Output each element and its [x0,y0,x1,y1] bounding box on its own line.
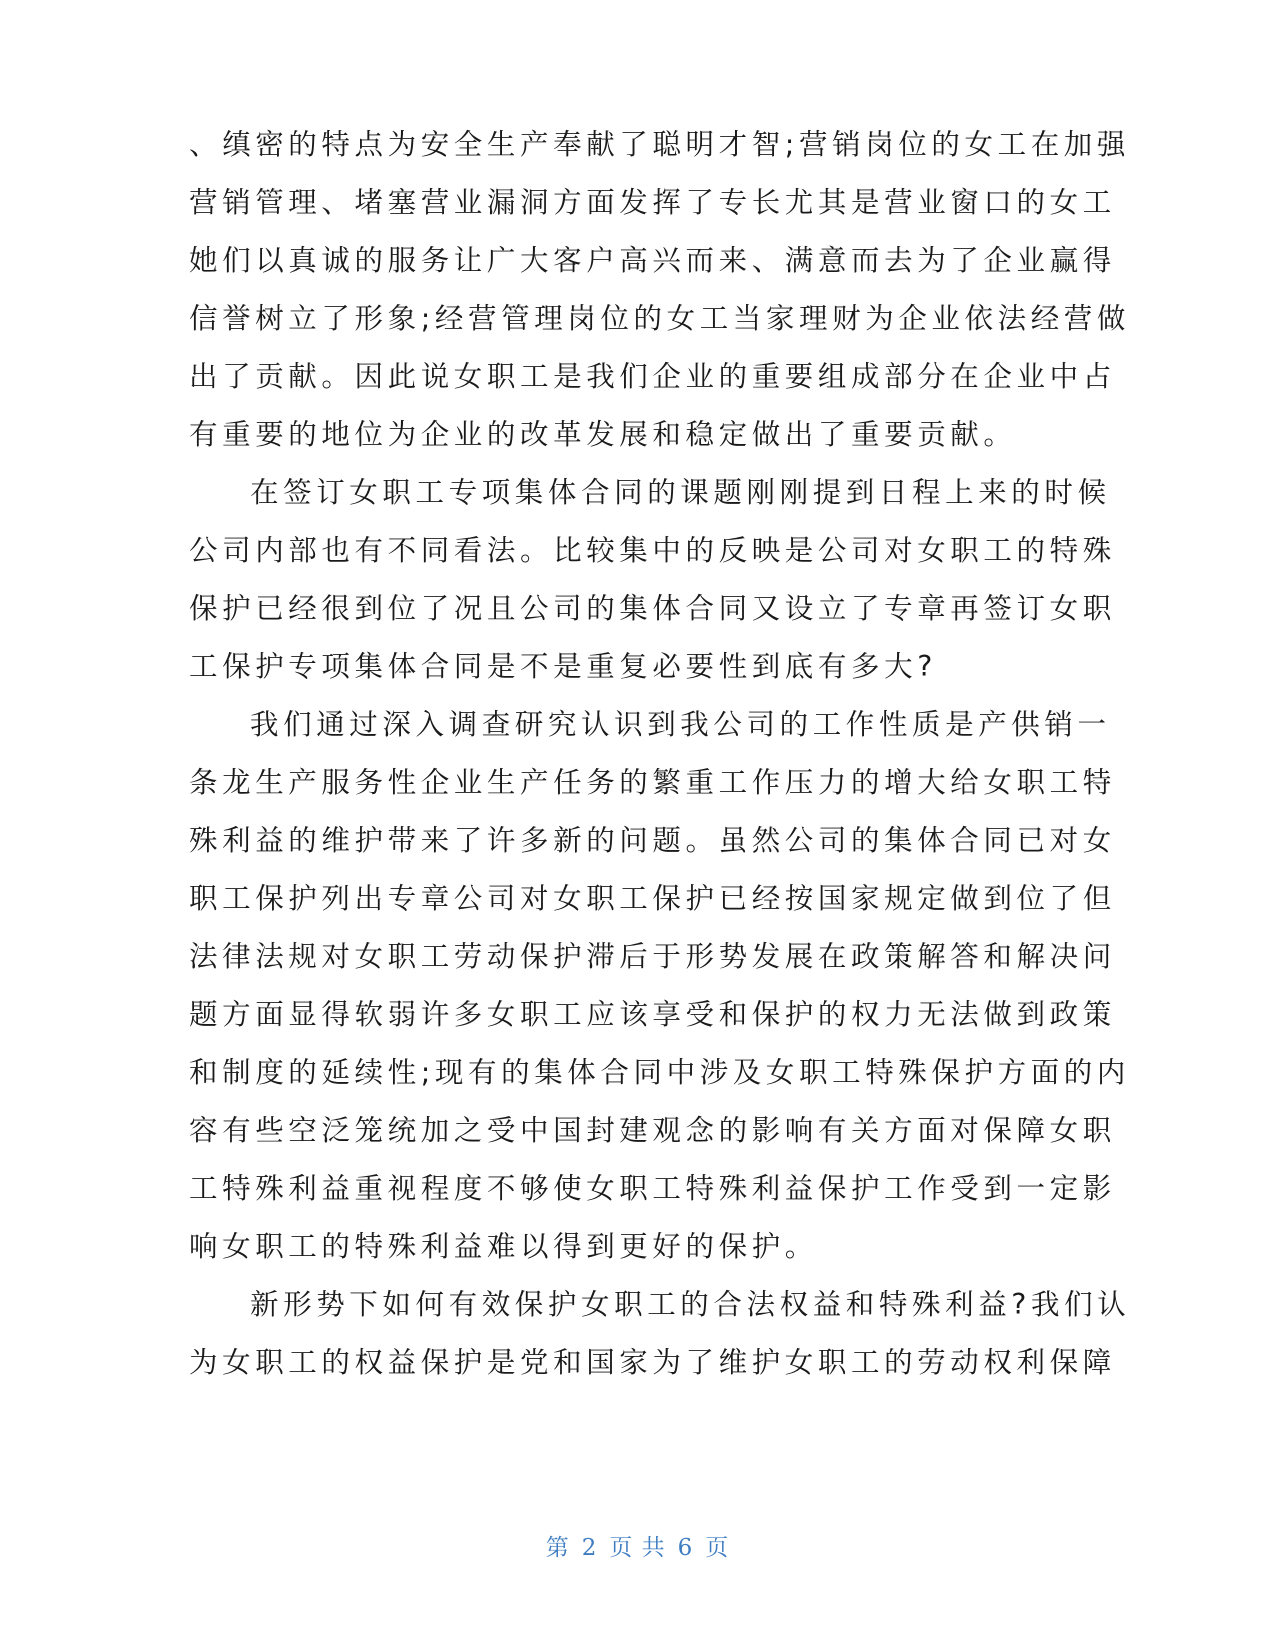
text-line: 职工保护列出专章公司对女职工保护已经按国家规定做到位了但 [189,882,1116,915]
footer-suffix: 页 [705,1535,730,1561]
text-line: 条龙生产服务性企业生产任务的繁重工作压力的增大给女职工特 [189,766,1116,799]
text-line: 法律法规对女职工劳动保护滞后于形势发展在政策解答和解决问 [189,940,1116,973]
text-line: 她们以真诚的服务让广大客户高兴而来、满意而去为了企业赢得 [189,244,1116,277]
page-number-footer [0,1533,1275,1563]
text-line: 殊利益的维护带来了许多新的问题。虽然公司的集体合同已对女 [189,824,1116,857]
text-line: 保护已经很到位了况且公司的集体合同又设立了专章再签订女职 [189,592,1116,625]
text-line: 有重要的地位为企业的改革发展和稳定做出了重要贡献。 [189,418,1017,451]
text-line: 、缜密的特点为安全生产奉献了聪明才智;营销岗位的女工在加强 [189,128,1131,161]
text-line: 公司内部也有不同看法。比较集中的反映是公司对女职工的特殊 [189,534,1116,567]
text-line: 信誉树立了形象;经营管理岗位的女工当家理财为企业依法经营做 [189,302,1131,335]
paragraph-first-line: 我们通过深入调查研究认识到我公司的工作性质是产供销一 [250,708,1111,741]
text-line: 容有些空泛笼统加之受中国封建观念的影响有关方面对保障女职 [189,1114,1116,1147]
text-line: 工特殊利益重视程度不够使女职工特殊利益保护工作受到一定影 [189,1172,1116,1205]
text-line: 和制度的延续性;现有的集体合同中涉及女职工特殊保护方面的内 [189,1056,1131,1089]
text-line: 营销管理、堵塞营业漏洞方面发挥了专长尤其是营业窗口的女工 [189,186,1116,219]
paragraph-first-line: 新形势下如何有效保护女职工的合法权益和特殊利益?我们认 [250,1288,1131,1321]
text-line: 响女职工的特殊利益难以得到更好的保护。 [189,1230,818,1263]
text-line: 为女职工的权益保护是党和国家为了维护女职工的劳动权利保障 [189,1346,1116,1379]
text-line: 出了贡献。因此说女职工是我们企业的重要组成部分在企业中占 [189,360,1116,393]
paragraph-first-line: 在签订女职工专项集体合同的课题刚刚提到日程上来的时候 [250,476,1111,509]
footer-prefix: 第 [545,1535,570,1561]
text-line: 工保护专项集体合同是不是重复必要性到底有多大? [189,650,937,683]
total-page-count: 6 [677,1535,694,1561]
footer-middle: 页 共 [609,1535,666,1561]
current-page-number: 2 [581,1535,598,1561]
text-line: 题方面显得软弱许多女职工应该享受和保护的权力无法做到政策 [189,998,1116,1031]
